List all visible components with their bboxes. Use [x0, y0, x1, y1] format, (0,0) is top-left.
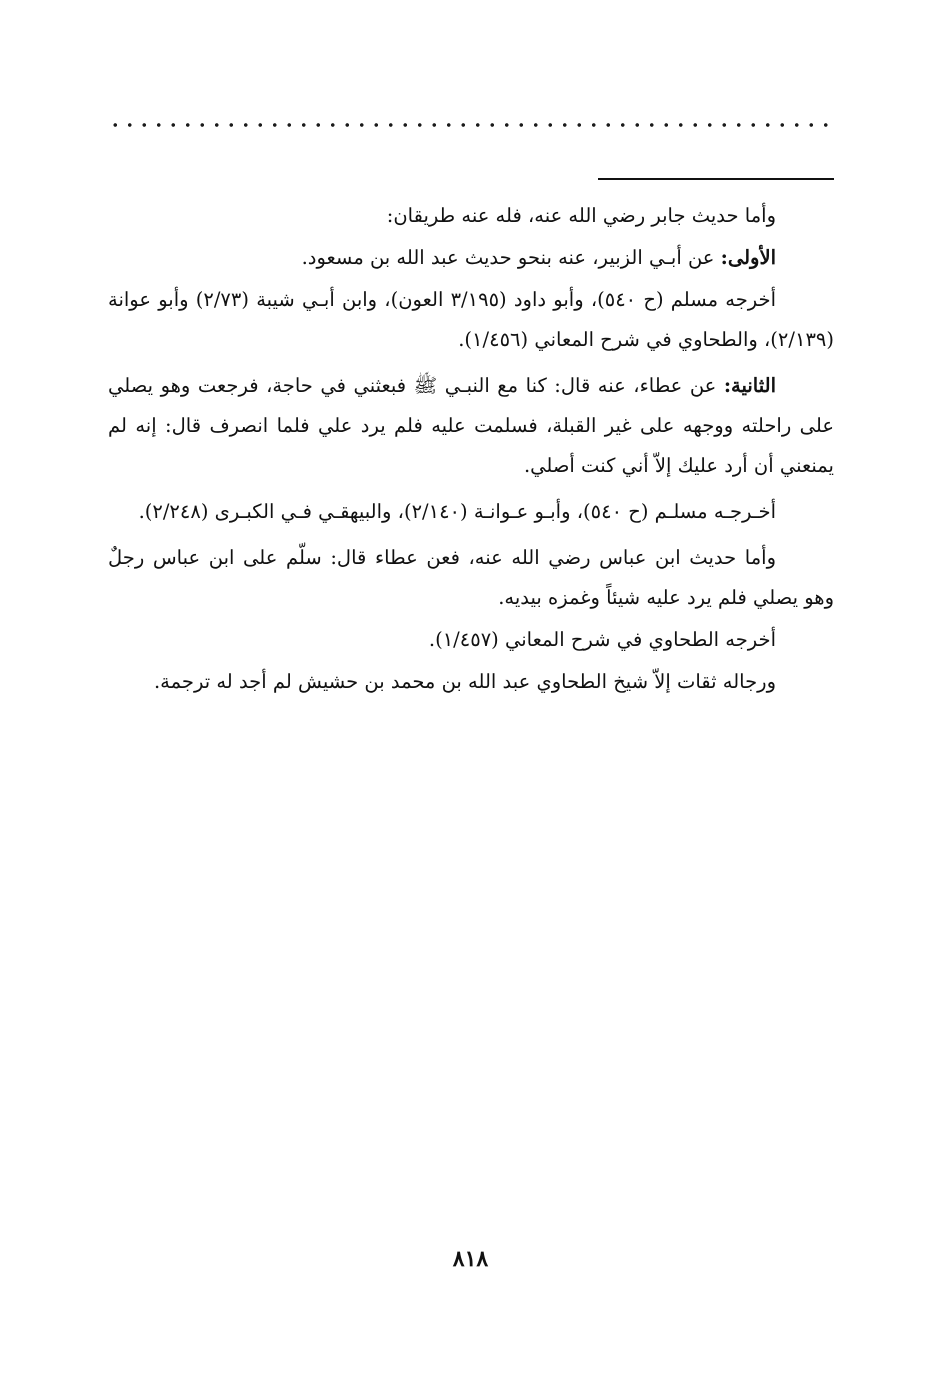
paragraph-text: عن عطاء، عنه قال: كنا مع النبـي ﷺ فبعثني في حاجة، فرجعت وهو يصلي على راحلته ووجهه على غير القبلة، فسلمت عليه فلم يرد علي فلما انصرف قال: إنه لم يمنعني أن أرد عليك إلاّ أني كنت أصلي.: [108, 374, 834, 477]
paragraph-text: أخـرجـه مسلـم (ح ٥٤٠)، وأبـو عـوانـة (٢/١٤٠)، والبيهقـي فـي الكبـرى (٢/٢٤٨).: [138, 500, 776, 523]
footnotes-block: [108, 196, 834, 708]
paragraph-text: أخرجه مسلم (ح ٥٤٠)، وأبو داود (٣/١٩٥ العون)، وابن أبـي شيبة (٢/٧٣) وأبو عوانة (٢/١٣٩)، والطحاوي في شرح المعاني (١/٤٥٦).: [108, 288, 834, 351]
footnote-paragraph-takhrij-2: [108, 492, 834, 532]
paragraph-text: وأما حديث جابر رضي الله عنه، فله عنه طريقان:: [386, 204, 776, 227]
footnote-separator-line: [598, 178, 834, 180]
footnote-paragraph-takhrij-1: [108, 280, 834, 360]
footnote-paragraph-first-route: [108, 238, 834, 278]
footnote-paragraph-narrators: [108, 662, 834, 702]
paragraph-text: عن أبـي الزبير، عنه بنحو حديث عبد الله بن مسعود.: [301, 246, 721, 269]
paragraph-text: أخرجه الطحاوي في شرح المعاني (١/٤٥٧).: [428, 628, 776, 651]
paragraph-text: وأما حديث ابن عباس رضي الله عنه، فعن عطاء قال: سلّم على ابن عباس رجلٌ وهو يصلي فلم يرد عليه شيئاً وغمزه بيديه.: [108, 546, 834, 609]
footnote-paragraph-second-route: [108, 366, 834, 486]
footnote-paragraph-ibn-abbas: [108, 538, 834, 618]
paragraph-text: ورجاله ثقات إلاّ شيخ الطحاوي عبد الله بن محمد بن حشيش لم أجد له ترجمة.: [153, 670, 776, 693]
second-route-heading: الثانية:: [723, 374, 776, 397]
footnote-paragraph-takhrij-3: [108, 620, 834, 660]
footnote-paragraph-jabir-intro: [108, 196, 834, 236]
page-number: ٨١٨: [452, 1246, 489, 1272]
first-route-heading: الأولى:: [720, 246, 776, 269]
dotted-separator: [108, 118, 834, 132]
